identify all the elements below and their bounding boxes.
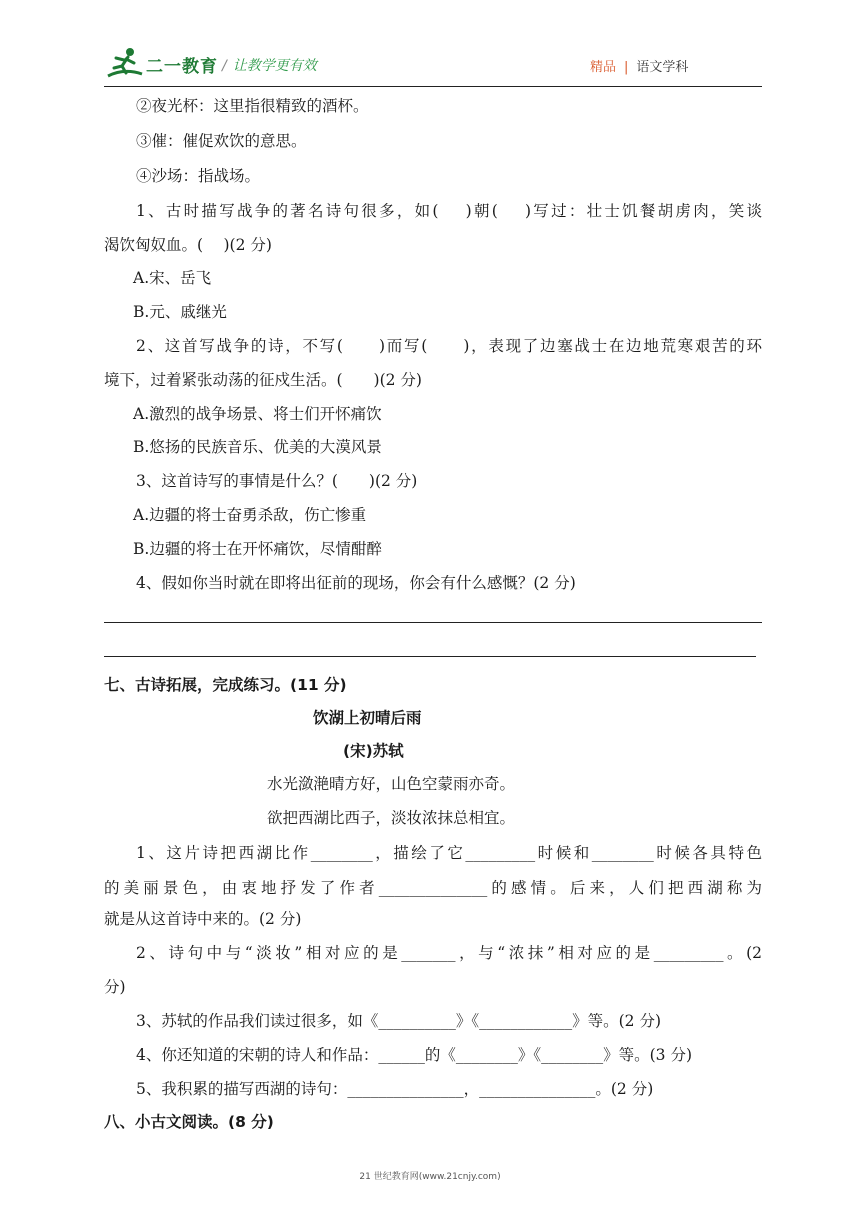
question-7-1-cont: 的美丽景色，由衷地抒发了作者______________的感情。后来，人们把西湖称为 [104, 879, 762, 897]
quality-label: 精品 [590, 60, 617, 75]
annotation-line: ②夜光杯：这里指很精致的酒杯。 [136, 97, 369, 115]
poem-line: 欲把西湖比西子，淡妆浓抹总相宜。 [267, 809, 516, 827]
question-1: 1、古时描写战争的著名诗句很多，如( )朝( )写过：壮士饥餐胡虏肉，笑谈 [136, 202, 762, 220]
page-footer: 21 世纪教育网(www.21cnjy.com) [359, 1172, 501, 1182]
question-4: 4、假如你当时就在即将出征前的现场，你会有什么感慨？(2 分) [136, 574, 576, 592]
option-b: B.悠扬的民族音乐、优美的大漠风景 [133, 438, 382, 456]
section-8-heading: 八、小古文阅读。(8 分) [104, 1113, 274, 1131]
question-7-5: 5、我积累的描写西湖的诗句：_______________，_______________。(2 分) [136, 1080, 654, 1098]
subject-label: 语文学科 [636, 60, 689, 75]
header-right: 精品 | 语文学科 [590, 60, 689, 75]
question-7-2-cont: 分) [104, 978, 126, 996]
slogan-text: 让教学更有效 [232, 58, 317, 74]
question-2: 2、这首写战争的诗，不写( )而写( )，表现了边塞战士在边地荒寒艰苦的环 [136, 337, 762, 355]
poem-line: 水光潋滟晴方好，山色空蒙雨亦奇。 [267, 775, 516, 793]
slogan: / 让教学更有效 [222, 58, 317, 74]
annotation-line: ④沙场：指战场。 [136, 167, 261, 185]
runner-logo-icon [104, 46, 144, 80]
section-7-heading: 七、古诗拓展，完成练习。(11 分) [104, 676, 347, 694]
annotation-line: ③催：催促欢饮的意思。 [136, 132, 307, 150]
question-7-1-cont: 就是从这首诗中来的。(2 分) [104, 910, 302, 928]
option-a: A.边疆的将士奋勇杀敌，伤亡惨重 [133, 506, 367, 524]
answer-line [104, 656, 756, 657]
option-b: B.边疆的将士在开怀痛饮，尽情酣醉 [133, 540, 382, 558]
option-a: A.宋、岳飞 [133, 269, 212, 287]
question-7-2: 2、诗句中与“淡妆”相对应的是_______，与“浓抹”相对应的是_________。(2 [136, 944, 762, 962]
question-2-cont: 境下，过着紧张动荡的征戍生活。( )(2 分) [104, 371, 422, 389]
question-3: 3、这首诗写的事情是什么？( )(2 分) [136, 472, 418, 490]
header-rule [104, 86, 762, 87]
option-b: B.元、戚继光 [133, 303, 227, 321]
question-7-1: 1、这片诗把西湖比作________，描绘了它_________时候和________时候各具特色 [136, 844, 762, 862]
poem-title: 饮湖上初晴后雨 [313, 709, 422, 727]
poem-author: (宋)苏轼 [343, 742, 404, 760]
brand-name: 二一教育 [146, 57, 218, 77]
question-7-4: 4、你还知道的宋朝的诗人和作品：______的《________》《________》等。(3 分) [136, 1046, 692, 1064]
option-a: A.激烈的战争场景、将士们开怀痛饮 [133, 405, 382, 423]
answer-line [104, 622, 762, 623]
question-1-cont: 渴饮匈奴血。( )(2 分) [104, 236, 272, 254]
page-header [0, 0, 860, 90]
question-7-3: 3、苏轼的作品我们读过很多，如《__________》《____________》等。(2 分) [136, 1012, 661, 1030]
